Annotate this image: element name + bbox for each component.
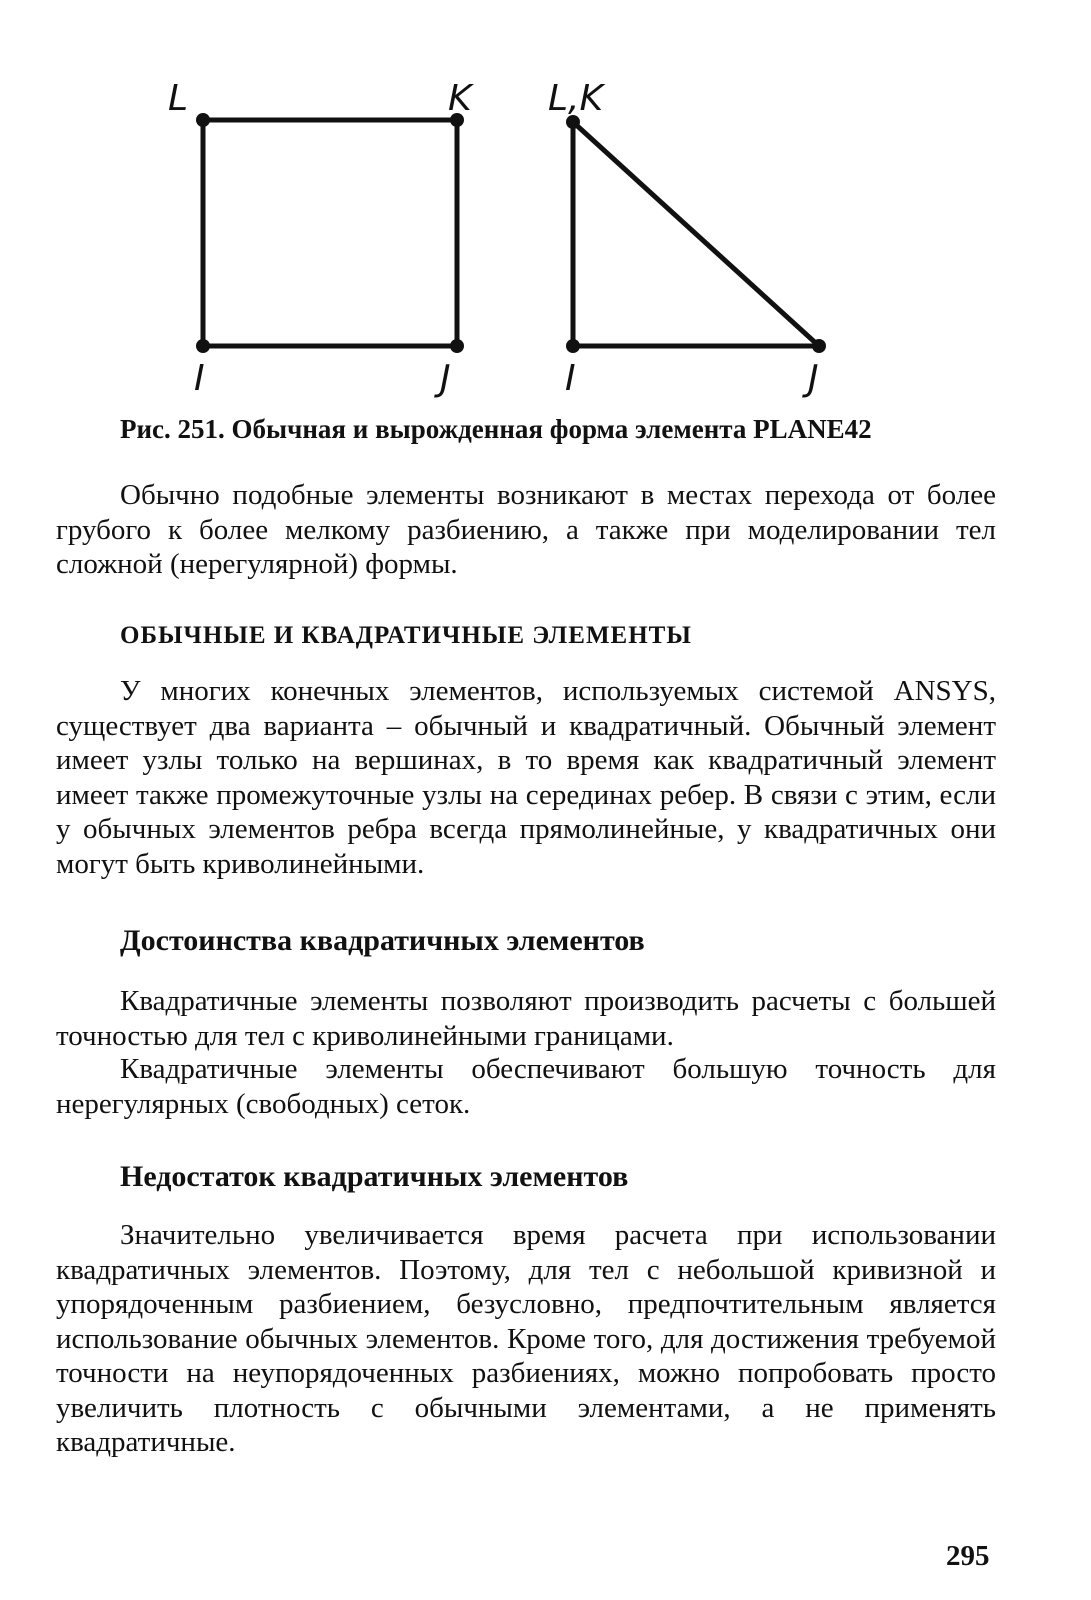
paragraph-4: Квадратичные элементы обеспечивают большую точность для нерегулярных (свободных) сеток.	[56, 1053, 996, 1120]
node-I	[196, 339, 210, 353]
label-L: L	[168, 78, 189, 119]
page-number: 295	[946, 1540, 990, 1572]
paragraph-5: Значительно увеличивается время расчета при использовании квадратичных элементов. Поэтому, для тел с небольшой кривизной и упорядоченным разбиением, безусловно, предпочтительным является использование обычных элементов. Кроме того, для достижения требуемой точности на неупорядоченных разбиениях, можно попробовать просто увеличить плотность с обычными элементами, а не применять квадратичные.	[56, 1219, 996, 1458]
label-K: K	[448, 78, 472, 119]
label-J-triangle: J	[808, 358, 819, 399]
paragraph-3: Квадратичные элементы позволяют производить расчеты с большей точностью для тел с криволинейными границами.	[56, 985, 996, 1052]
triangle-element	[573, 122, 819, 346]
label-LK: L,K	[548, 78, 604, 119]
paragraph-1: Обычно подобные элементы возникают в местах перехода от более грубого к более мелкому разбиению, а также при моделировании тел сложной (нерегулярной) формы.	[56, 479, 996, 580]
label-I-triangle: I	[565, 358, 576, 399]
paragraph-2: У многих конечных элементов, используемых системой ANSYS, существует два варианта – обычный и квадратичный. Обычный элемент имеет узлы только на вершинах, в то время как квадратичный элемент имеет также промежуточные узлы на серединах ребер. В связи с этим, если у обычных элементов ребра всегда прямолинейные, у квадратичных они могут быть криволинейными.	[56, 675, 996, 880]
figure-caption: Рис. 251. Обычная и вырожденная форма элемента PLANE42	[120, 414, 872, 444]
subheading-advantages: Достоинства квадратичных элементов	[120, 924, 645, 957]
subheading-drawback: Недостаток квадратичных элементов	[120, 1160, 629, 1193]
node-L	[196, 113, 210, 127]
node-I-triangle	[566, 339, 580, 353]
element-figure	[0, 0, 1091, 420]
node-J-triangle	[812, 339, 826, 353]
node-J	[450, 339, 464, 353]
section-heading: ОБЫЧНЫЕ И КВАДРАТИЧНЫЕ ЭЛЕМЕНТЫ	[120, 622, 692, 649]
element-diagram	[0, 0, 1091, 420]
label-J: J	[440, 358, 451, 399]
label-I: I	[194, 358, 205, 399]
square-element	[203, 120, 457, 346]
